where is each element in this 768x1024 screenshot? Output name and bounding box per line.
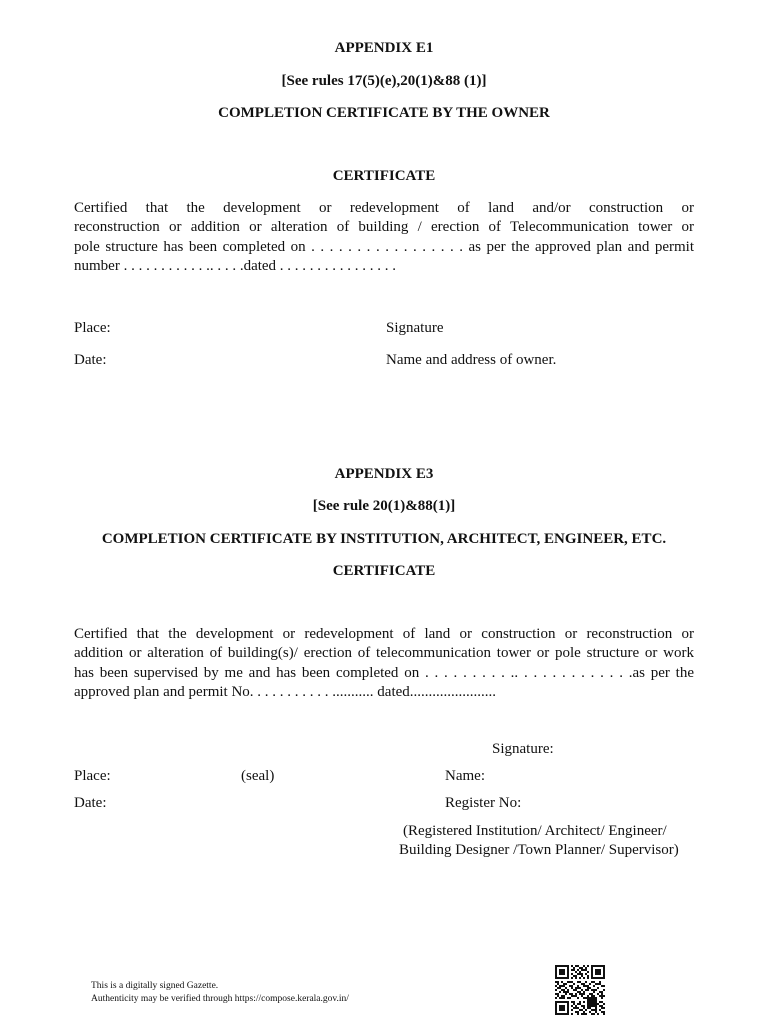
e3-subtitle: COMPLETION CERTIFICATE BY INSTITUTION, ARCHITECT, ENGINEER, ETC. [101,531,667,547]
footer-gazette-note: This is a digitally signed Gazette. [91,981,219,991]
e1-signature-label: Signature [386,320,444,336]
e1-certificate-body [74,199,694,276]
e1-body-line: Certified that the development or redevelopment of land and/or construction or [74,200,694,216]
e1-subtitle: COMPLETION CERTIFICATE BY THE OWNER [218,105,550,121]
e3-designation-line: Building Designer /Town Planner/ Supervisor) [399,842,679,858]
e1-heading: APPENDIX E1 [334,40,434,56]
e1-body-line: reconstruction or addition or alteration of building / erection of Telecommunication tower or [74,219,694,236]
e3-body-line: has been supervised by me and has been completed on . . . . . . . . . .. . . . . . . . . . . . .as per the [74,664,694,681]
e3-body-line: approved plan and permit No. . . . . . . . . . . ........... dated....................... [74,683,497,700]
e3-date-label: Date: [74,795,107,811]
e3-heading: APPENDIX E3 [334,466,434,482]
footer-verification-note: Authenticity may be verified through https://compose.kerala.gov.in/ [91,994,349,1004]
e1-date-label: Date: [74,352,107,368]
e3-signature-label: Signature: [492,741,554,757]
e1-certificate-heading: CERTIFICATE [332,168,436,184]
e1-owner-label: Name and address of owner. [386,352,557,368]
e3-name-label: Name: [445,768,485,784]
e3-register-label: Register No: [445,795,522,811]
e1-place-label: Place: [74,320,111,336]
qr-code-icon [555,965,605,1015]
e3-body-line: addition or alteration of building(s)/ erection of telecommunication tower or pole structure or work [74,645,694,662]
e3-place-label: Place: [74,768,111,784]
e3-certificate-body [74,625,694,702]
e1-body-line: pole structure has been completed on . . . . . . . . . . . . . . . . . as per the approved plan and permit [74,238,694,255]
e1-body-line: number . . . . . . . . . . . .. . . . .dated . . . . . . . . . . . . . . . . [74,257,397,274]
e1-rules: [See rules 17(5)(e),20(1)&88 (1)] [281,73,487,89]
e3-designation-line: (Registered Institution/ Architect/ Engineer/ [403,823,667,839]
e3-rules: [See rule 20(1)&88(1)] [312,498,456,514]
e3-certificate-heading: CERTIFICATE [332,563,436,579]
e3-body-line: Certified that the development or redevelopment of land or construction or reconstruction or [74,626,694,642]
e3-seal-label: (seal) [241,768,275,784]
